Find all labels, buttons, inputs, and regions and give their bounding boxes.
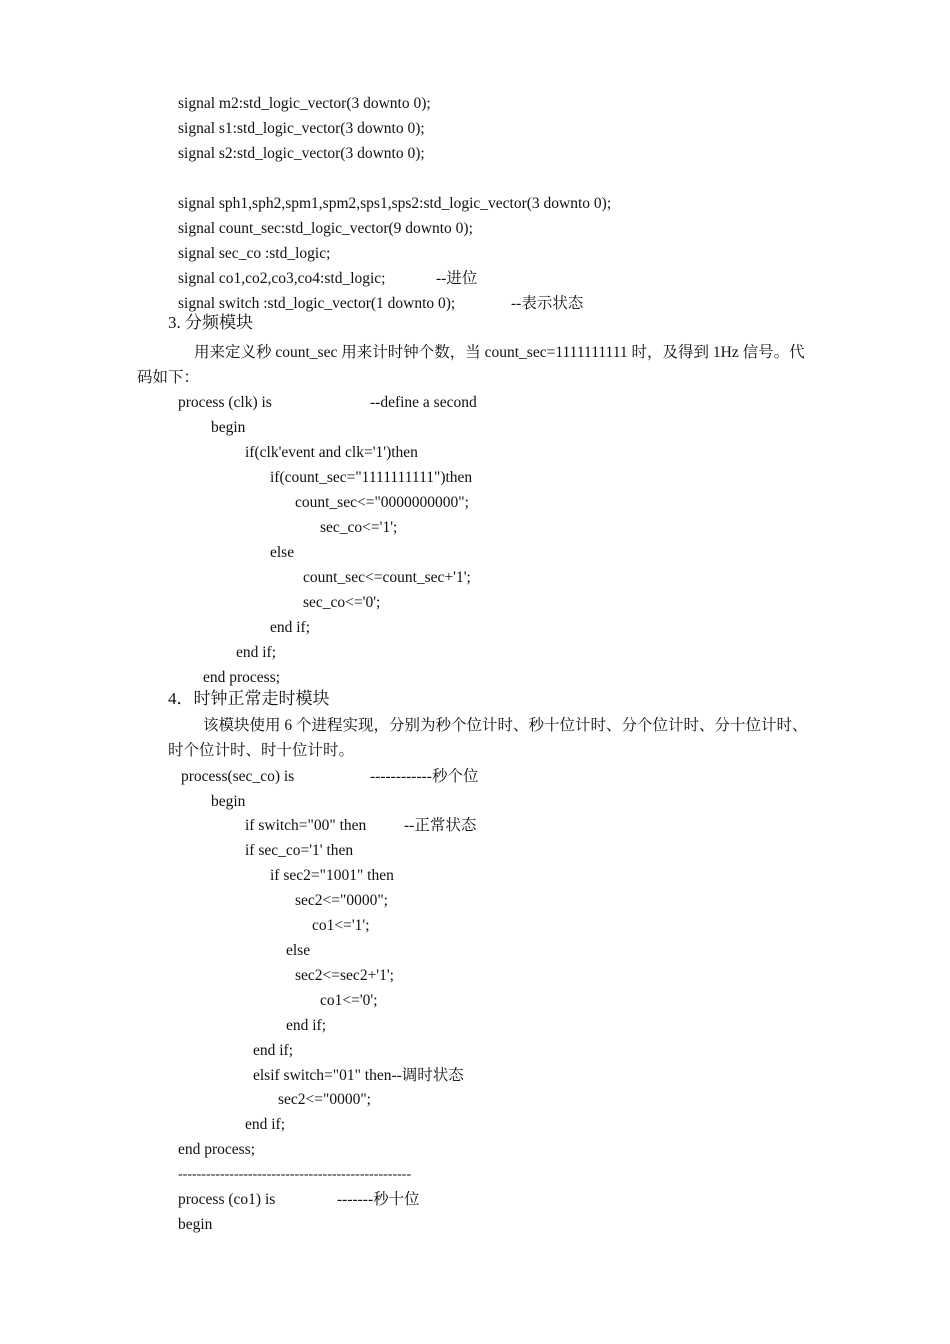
code-line: co1<='0'; — [320, 992, 378, 1009]
code-line: end if; — [245, 1116, 286, 1133]
code-line: sec2<="0000"; — [278, 1091, 371, 1108]
code-line: count_sec<=count_sec+'1'; — [303, 569, 471, 586]
code-line: end if; — [286, 1017, 327, 1034]
code-line: sec2<=sec2+'1'; — [295, 967, 394, 984]
code-line: process (co1) is — [178, 1191, 276, 1208]
code-line: process(sec_co) is — [181, 768, 295, 785]
code-line: end if; — [236, 644, 277, 661]
code-comment: --进位 — [436, 270, 478, 287]
code-line: if(clk'event and clk='1')then — [245, 444, 418, 461]
code-line: if switch="00" then — [245, 817, 367, 834]
code-line: signal switch :std_logic_vector(1 downto 0); — [178, 295, 456, 312]
code-line: signal count_sec:std_logic_vector(9 downto 0); — [178, 220, 473, 237]
code-line: co1<='1'; — [312, 917, 370, 934]
code-line: signal s2:std_logic_vector(3 downto 0); — [178, 145, 425, 162]
code-line: sec2<="0000"; — [295, 892, 388, 909]
code-comment: --正常状态 — [404, 817, 477, 834]
paragraph-line: 该模块使用 6 个进程实现，分别为秒个位计时、秒十位计时、分个位计时、分十位计时、 — [203, 717, 808, 734]
code-line: sec_co<='0'; — [303, 594, 381, 611]
code-comment: --表示状态 — [511, 295, 584, 312]
code-line: signal s1:std_logic_vector(3 downto 0); — [178, 120, 425, 137]
separator-line: -------------------------------------------------- — [178, 1167, 412, 1182]
code-line: sec_co<='1'; — [320, 519, 398, 536]
code-line: else — [286, 942, 311, 959]
section-heading: 3. 分频模块 — [168, 313, 253, 332]
code-line: signal m2:std_logic_vector(3 downto 0); — [178, 95, 431, 112]
code-line: elsif switch="01" then--调时状态 — [253, 1067, 464, 1084]
code-line: if(count_sec="1111111111")then — [270, 469, 473, 486]
code-line: begin — [211, 793, 246, 810]
code-line: begin — [211, 419, 246, 436]
section-heading: 4．时钟正常走时模块 — [168, 689, 330, 708]
code-line: if sec_co='1' then — [245, 842, 354, 859]
code-line: signal sec_co :std_logic; — [178, 245, 331, 262]
code-line: end process; — [203, 669, 281, 686]
paragraph-line: 用来定义秒 count_sec 用来计时钟个数，当 count_sec=1111111111 时，及得到 1Hz 信号。代 — [194, 344, 805, 361]
code-comment: ------------秒个位 — [370, 768, 479, 785]
paragraph-line: 时个位计时、时十位计时。 — [168, 742, 355, 759]
paragraph-line: 码如下： — [137, 369, 200, 386]
code-line: signal co1,co2,co3,co4:std_logic; — [178, 270, 386, 287]
code-line: if sec2="1001" then — [270, 867, 394, 884]
code-line: end if; — [253, 1042, 294, 1059]
code-line: count_sec<="0000000000"; — [295, 494, 469, 511]
code-line: end if; — [270, 619, 311, 636]
code-line: process (clk) is — [178, 394, 272, 411]
code-line: signal sph1,sph2,spm1,spm2,sps1,sps2:std_logic_vector(3 downto 0); — [178, 195, 612, 212]
code-line: begin — [178, 1216, 213, 1233]
code-comment: --define a second — [370, 394, 477, 411]
code-line: else — [270, 544, 295, 561]
code-comment: -------秒十位 — [337, 1191, 420, 1208]
code-line: end process; — [178, 1141, 256, 1158]
